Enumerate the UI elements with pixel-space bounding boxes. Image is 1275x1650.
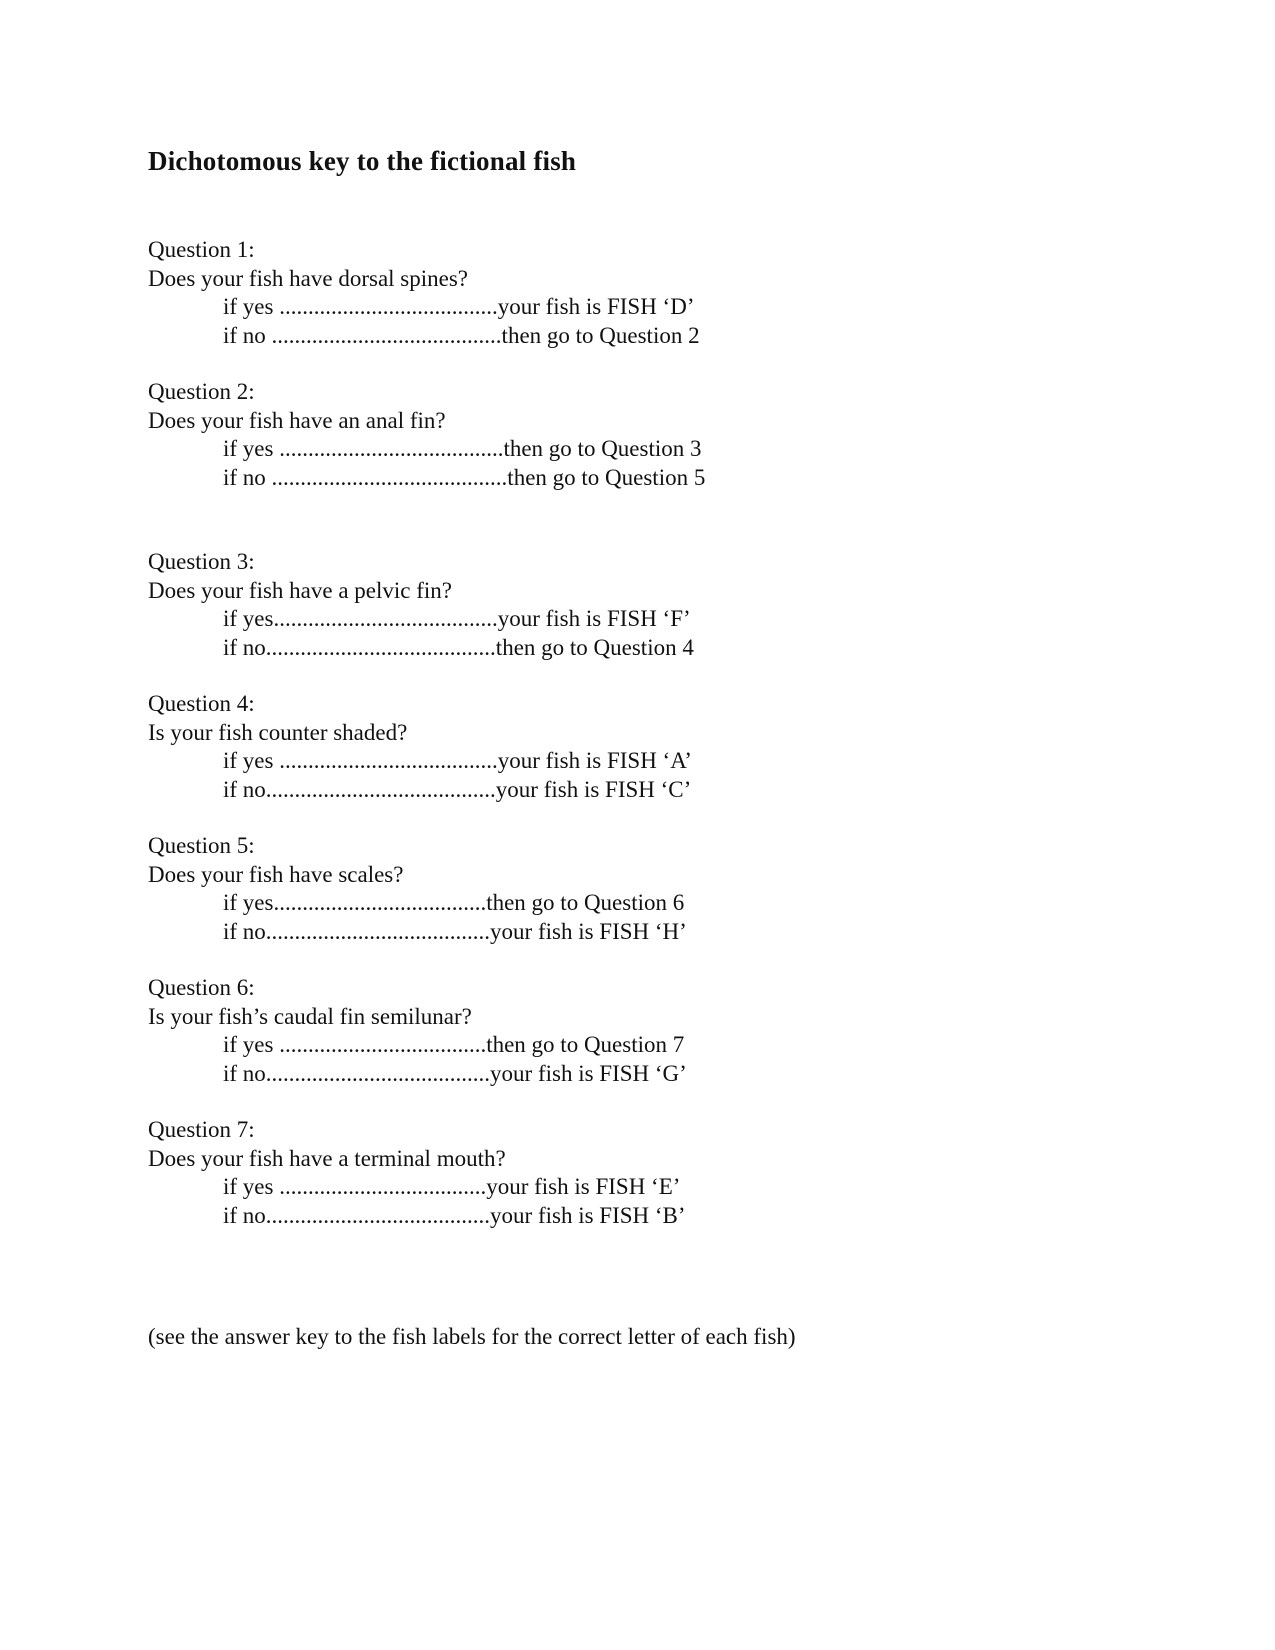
question-text: Does your fish have an anal fin? [148, 407, 446, 433]
question-text: Does your fish have a pelvic fin? [148, 577, 453, 603]
question-text: Does your fish have dorsal spines? [148, 265, 469, 291]
answer-no: if no .........................................then go to Question 5 [223, 464, 706, 490]
answer-yes: if yes ....................................then go to Question 7 [223, 1032, 685, 1058]
answer-no: if no.......................................your fish is FISH ‘H’ [223, 918, 687, 944]
question-heading: Question 5: [148, 833, 255, 858]
question-heading: Question 6: [148, 975, 255, 1000]
answer-no: if no.......................................your fish is FISH ‘G’ [223, 1060, 687, 1086]
answer-no: if no ........................................then go to Question 2 [223, 322, 700, 348]
answer-yes: if yes ......................................your fish is FISH ‘A’ [223, 748, 692, 774]
question-heading: Question 1: [148, 237, 255, 262]
answer-no: if no........................................your fish is FISH ‘C’ [223, 776, 692, 802]
question-text: Is your fish’s caudal fin semilunar? [148, 1003, 472, 1029]
question-block-5 [148, 832, 687, 946]
question-heading: Question 7: [148, 1117, 255, 1142]
question-text: Is your fish counter shaded? [148, 719, 408, 745]
answer-yes: if yes ......................................your fish is FISH ‘D’ [223, 294, 695, 320]
question-heading: Question 3: [148, 549, 255, 574]
question-text: Does your fish have a terminal mouth? [148, 1145, 506, 1171]
question-block-6 [148, 974, 687, 1088]
question-heading: Question 4: [148, 691, 255, 716]
answer-yes: if yes.......................................your fish is FISH ‘F’ [223, 606, 691, 632]
page-title: Dichotomous key to the fictional fish [148, 146, 577, 176]
answer-yes: if yes.....................................then go to Question 6 [223, 890, 685, 916]
question-heading: Question 2: [148, 379, 255, 404]
question-block-7 [148, 1116, 686, 1230]
answer-no: if no........................................then go to Question 4 [223, 634, 694, 660]
answer-yes: if yes ....................................your fish is FISH ‘E’ [223, 1174, 681, 1200]
question-block-4 [148, 690, 692, 804]
question-block-1 [148, 236, 700, 350]
question-block-2 [148, 378, 705, 492]
question-text: Does your fish have scales? [148, 861, 404, 887]
answer-yes: if yes .......................................then go to Question 3 [223, 436, 702, 462]
answer-no: if no.......................................your fish is FISH ‘B’ [223, 1202, 686, 1228]
question-block-3 [148, 548, 694, 662]
answer-key-note: (see the answer key to the fish labels for the correct letter of each fish) [148, 1324, 796, 1349]
